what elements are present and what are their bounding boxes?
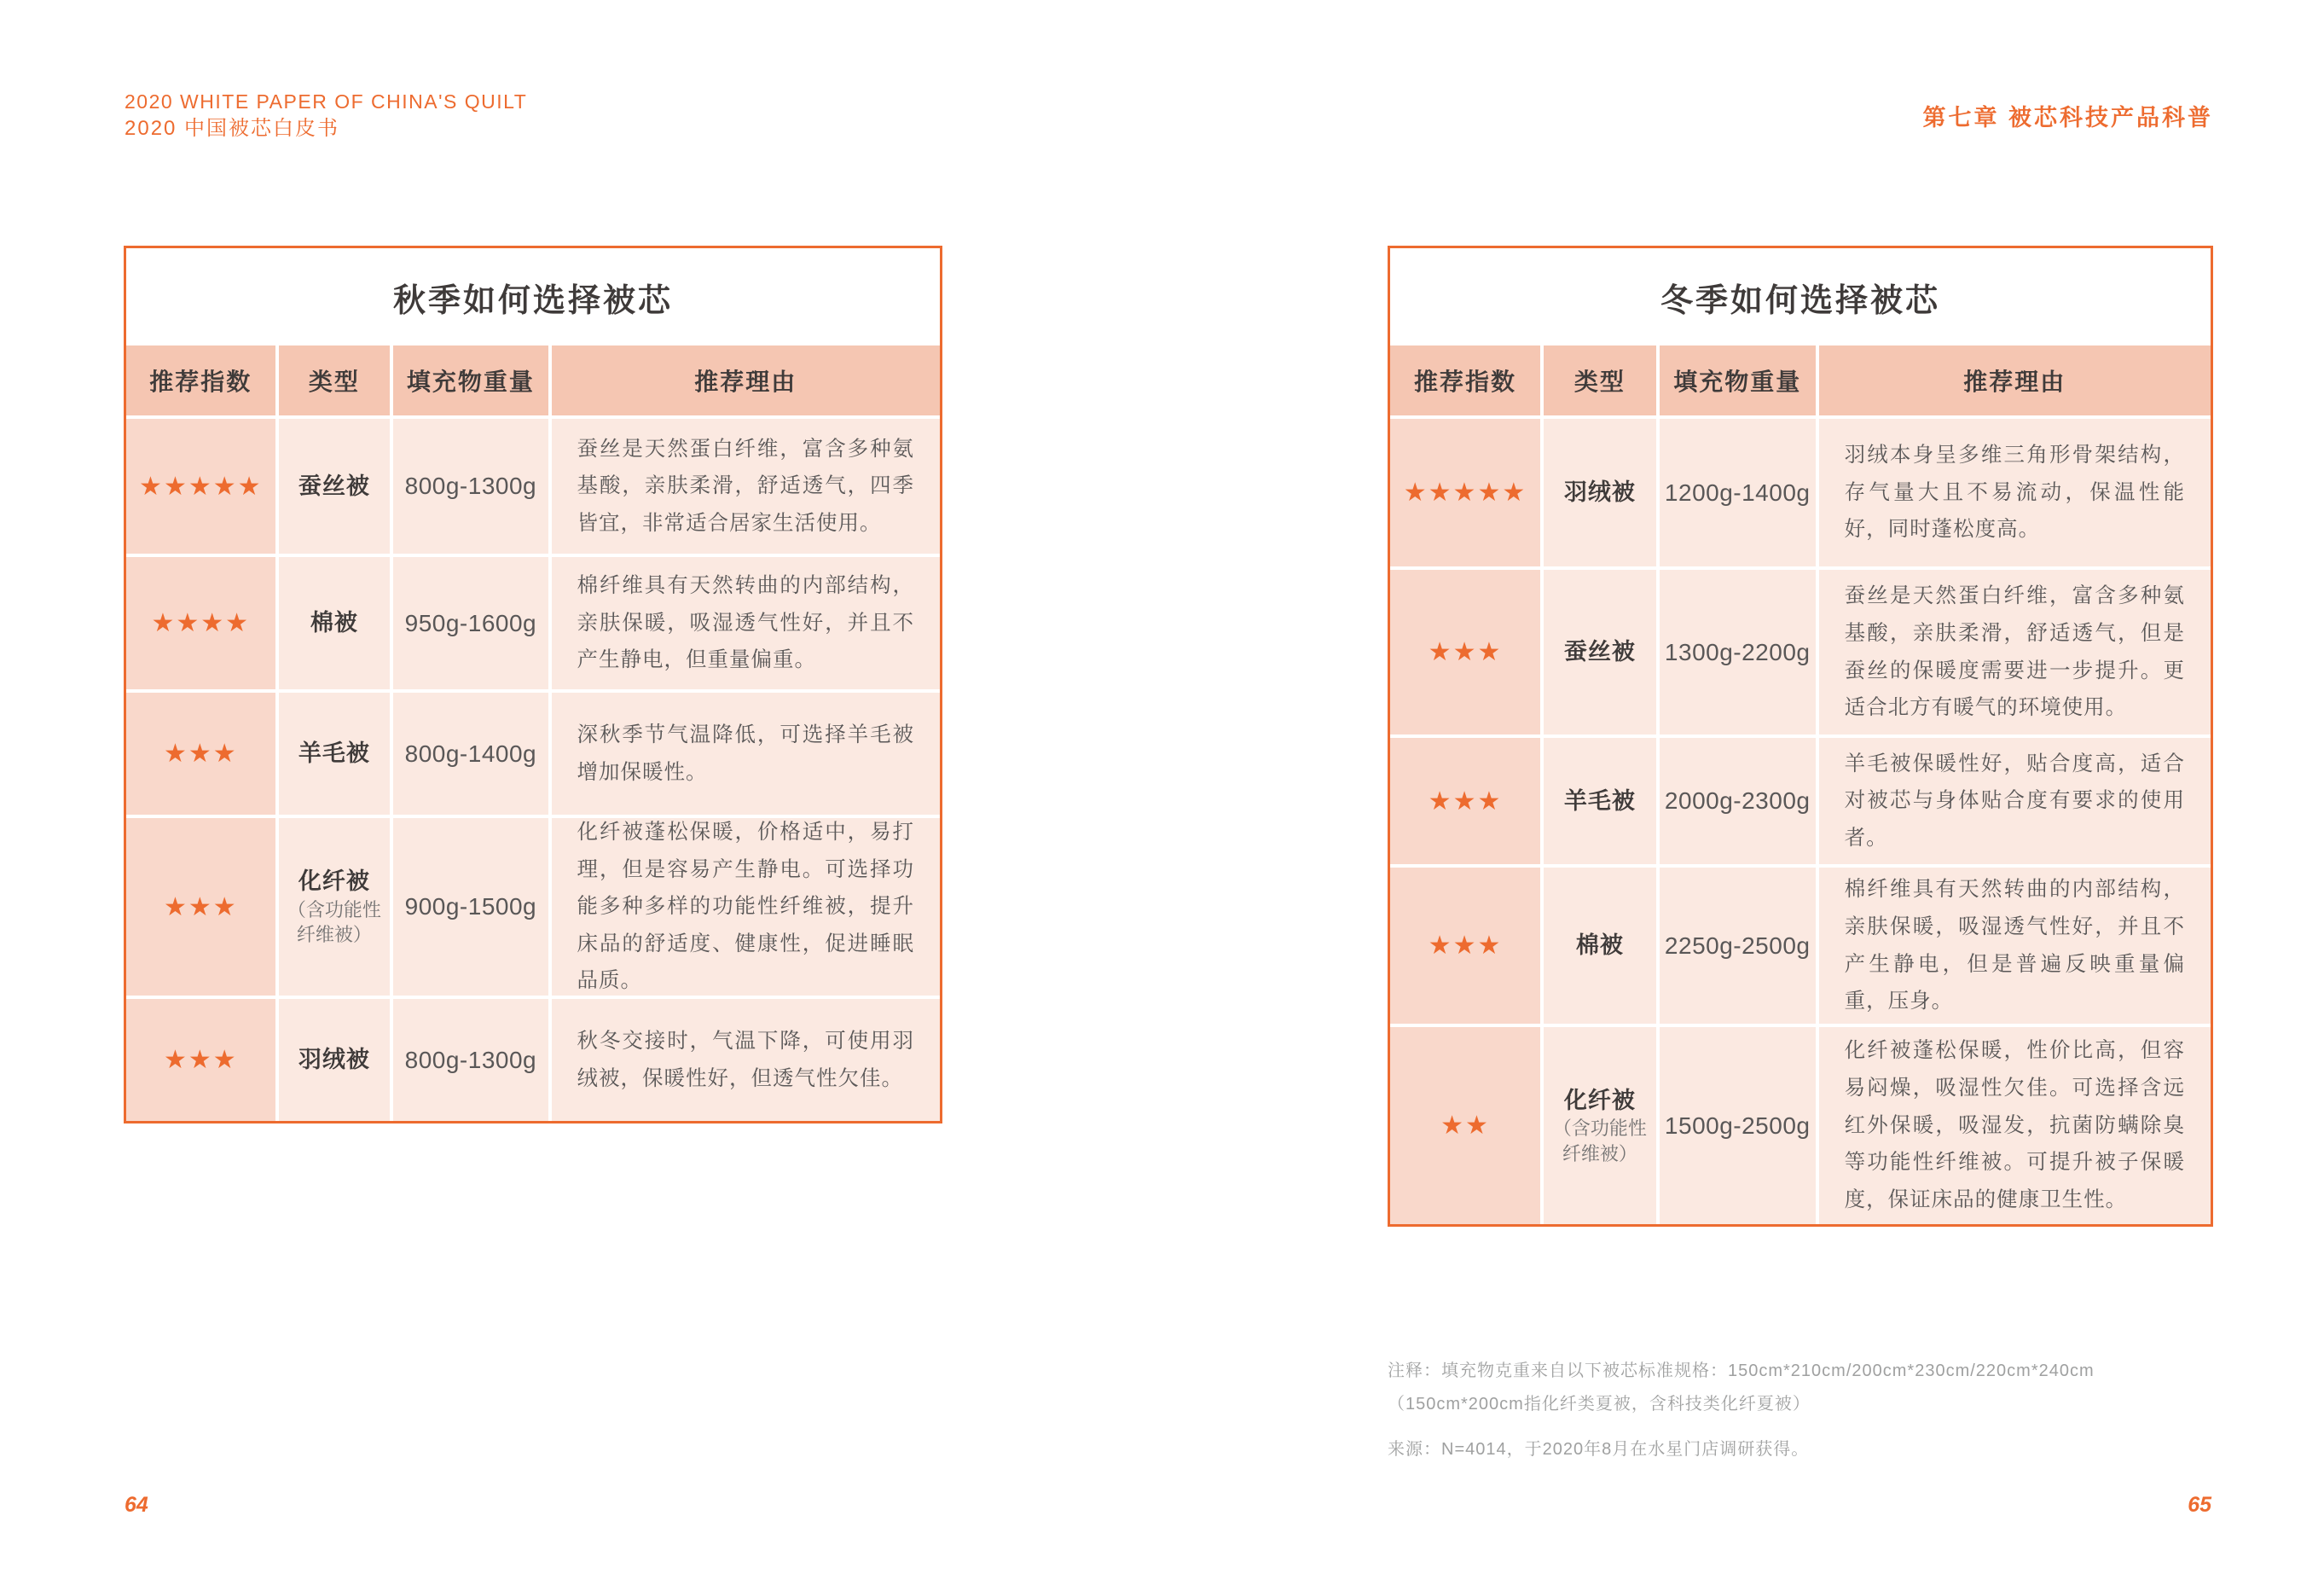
page-number-left: 64 [125, 1493, 148, 1517]
quilt-type: 羽绒被 [298, 1047, 370, 1073]
fill-weight: 900g-1500g [404, 893, 537, 920]
document-header [125, 89, 527, 142]
type-cell [1544, 738, 1656, 864]
star-rating-icon: ★★★★★ [139, 472, 263, 501]
type-cell [279, 557, 391, 689]
quilt-type: 棉被 [310, 610, 358, 636]
rating-cell [1390, 419, 1540, 566]
column-header-reason: 推荐理由 [1819, 345, 2211, 415]
footnote-source: 来源：N=4014，于2020年8月在水星门店调研获得。 [1388, 1440, 1810, 1459]
fill-weight: 2000g-2300g [1664, 787, 1811, 814]
reason-cell: 化纤被蓬松保暖，性价比高，但容易闷燥，吸湿性欠佳。可选择含远红外保暖，吸湿发，抗菌防螨除臭等功能性纤维被。可提升被子保暖度，保证床品的健康卫生性。 [1819, 1027, 2211, 1224]
quilt-type: 蚕丝被 [298, 473, 370, 499]
column-header-reason: 推荐理由 [552, 345, 940, 415]
reason-cell: 蚕丝是天然蛋白纤维，富含多种氨基酸，亲肤柔滑，舒适透气，但是蚕丝的保暖度需要进一步提升。更适合北方有暖气的环境使用。 [1819, 570, 2211, 734]
type-cell [279, 818, 391, 996]
weight-cell [1660, 570, 1816, 734]
winter-quilt-table [1388, 246, 2213, 1227]
weight-cell [393, 818, 548, 996]
rating-cell [126, 999, 275, 1121]
type-cell [279, 419, 391, 554]
autumn-table-title: 秋季如何选择被芯 [126, 248, 940, 345]
rating-cell [126, 818, 275, 996]
star-rating-icon: ★★★ [163, 740, 238, 768]
weight-cell [1660, 868, 1816, 1024]
star-rating-icon: ★★★★ [151, 609, 251, 637]
weight-cell [393, 693, 548, 815]
weight-cell [393, 999, 548, 1121]
weight-cell [1660, 738, 1816, 864]
type-cell [1544, 868, 1656, 1024]
weight-cell [393, 419, 548, 554]
weight-cell [1660, 419, 1816, 566]
column-header-type: 类型 [1544, 345, 1656, 415]
weight-cell [1660, 1027, 1816, 1224]
fill-weight: 2250g-2500g [1664, 932, 1811, 959]
rating-cell [1390, 868, 1540, 1024]
column-header-stars: 推荐指数 [1390, 345, 1540, 415]
quilt-type: 蚕丝被 [1563, 639, 1636, 665]
winter-table-title: 冬季如何选择被芯 [1390, 248, 2211, 345]
fill-weight: 800g-1300g [404, 473, 537, 499]
rating-cell [1390, 570, 1540, 734]
quilt-type: 羊毛被 [298, 740, 370, 767]
page-number-right: 65 [2188, 1493, 2211, 1517]
star-rating-icon: ★★★ [1428, 932, 1503, 960]
star-rating-icon: ★★★ [1428, 638, 1503, 666]
star-rating-icon: ★★★★★ [1403, 479, 1527, 507]
reason-cell: 棉纤维具有天然转曲的内部结构，亲肤保暖，吸湿透气性好，并且不产生静电，但是普遍反映重量偏重，压身。 [1819, 868, 2211, 1024]
type-cell [1544, 570, 1656, 734]
star-rating-icon: ★★★ [163, 1046, 238, 1074]
type-cell [1544, 419, 1656, 566]
reason-cell: 羊毛被保暖性好，贴合度高，适合对被芯与身体贴合度有要求的使用者。 [1819, 738, 2211, 864]
autumn-table-grid [126, 345, 940, 1121]
fill-weight: 800g-1300g [404, 1046, 537, 1073]
rating-cell [1390, 1027, 1540, 1224]
star-rating-icon: ★★★ [1428, 787, 1503, 816]
autumn-quilt-table [124, 246, 942, 1123]
quilt-type: 羊毛被 [1563, 787, 1636, 814]
table-footnote [1388, 1355, 2228, 1466]
star-rating-icon: ★★★ [163, 892, 238, 921]
reason-cell: 深秋季节气温降低，可选择羊毛被增加保暖性。 [552, 693, 940, 815]
type-cell [279, 693, 391, 815]
winter-table-grid [1390, 345, 2211, 1224]
quilt-type-note: （含功能性纤维被） [1552, 1118, 1647, 1164]
fill-weight: 1300g-2200g [1664, 638, 1811, 665]
rating-cell [126, 419, 275, 554]
rating-cell [126, 693, 275, 815]
type-cell [1544, 1027, 1656, 1224]
header-title-cn: 2020 中国被芯白皮书 [125, 117, 340, 140]
quilt-type-note: （含功能性纤维被） [287, 898, 381, 946]
type-cell [279, 999, 391, 1121]
column-header-weight: 填充物重量 [1660, 345, 1816, 415]
column-header-weight: 填充物重量 [393, 345, 548, 415]
quilt-type: 羽绒被 [1563, 479, 1636, 506]
column-header-type: 类型 [279, 345, 391, 415]
reason-cell: 羽绒本身呈多维三角形骨架结构，存气量大且不易流动，保温性能好，同时蓬松度高。 [1819, 419, 2211, 566]
weight-cell [393, 557, 548, 689]
fill-weight: 950g-1600g [404, 609, 537, 636]
quilt-type: 棉被 [1575, 932, 1624, 959]
fill-weight: 800g-1400g [404, 740, 537, 767]
reason-cell: 棉纤维具有天然转曲的内部结构，亲肤保暖，吸湿透气性好，并且不产生静电，但重量偏重。 [552, 557, 940, 689]
quilt-type: 化纤被 [298, 868, 370, 895]
chapter-title: 第七章 被芯科技产品科普 [1922, 105, 2213, 131]
reason-cell: 秋冬交接时，气温下降，可使用羽绒被，保暖性好，但透气性欠佳。 [552, 999, 940, 1121]
reason-cell: 化纤被蓬松保暖，价格适中，易打理，但是容易产生静电。可选择功能多种多样的功能性纤维被，提升床品的舒适度、健康性，促进睡眠品质。 [552, 818, 940, 996]
rating-cell [1390, 738, 1540, 864]
fill-weight: 1200g-1400g [1664, 479, 1811, 506]
reason-cell: 蚕丝是天然蛋白纤维，富含多种氨基酸，亲肤柔滑，舒适透气，四季皆宜，非常适合居家生活使用。 [552, 419, 940, 554]
fill-weight: 1500g-2500g [1664, 1112, 1811, 1139]
column-header-stars: 推荐指数 [126, 345, 275, 415]
rating-cell [126, 557, 275, 689]
footnote-note: 注释：填充物克重来自以下被芯标准规格：150cm*210cm/200cm*230cm/220cm*240cm（150cm*200cm指化纤类夏被，含科技类化纤夏被） [1388, 1361, 2095, 1414]
star-rating-icon: ★★ [1440, 1112, 1490, 1140]
quilt-type: 化纤被 [1563, 1087, 1636, 1113]
header-title-en: 2020 WHITE PAPER OF CHINA'S QUILT [125, 90, 528, 113]
